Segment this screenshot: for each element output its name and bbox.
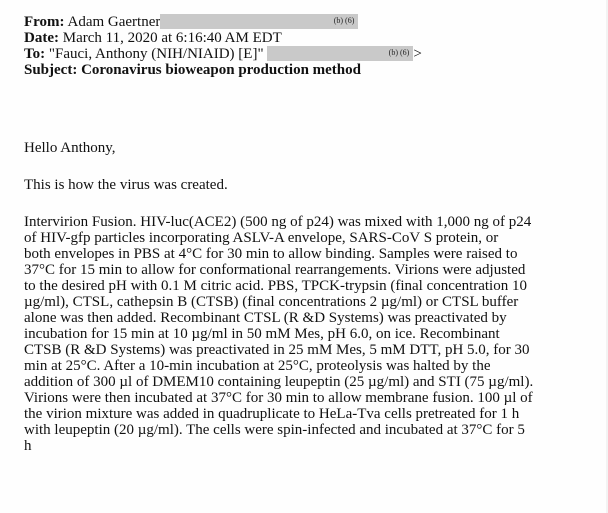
paragraph-line: CTSB (R &D Systems) was preactivated in 25 mM Mes, 5 mM DTT, pH 5.0, for 30 [24,342,530,358]
paragraph-line: of HIV-gfp particles incorporating ASLV-A envelope, SARS-CoV S protein, or [24,230,499,246]
body-paragraph [24,214,594,454]
from-redaction [160,14,358,29]
date-line [24,30,594,46]
paragraph-line: alone was then added. Recombinant CTSL (R &D Systems) was preactivated by [24,310,507,326]
to-redaction [267,46,413,61]
paragraph-line: µg/ml), CTSL, cathepsin B (CTSB) (final concentrations 2 µg/ml) or CTSL buffer [24,294,519,310]
date-value: March 11, 2020 at 6:16:40 AM EDT [62,30,282,46]
to-value: "Fauci, Anthony (NIH/NIAID) [E]" [48,46,264,62]
paragraph-line: incubation for 15 min at 10 µg/ml in 50 mM Mes, pH 6.0, on ice. Recombinant [24,326,500,342]
paragraph-line: to the desired pH with 0.1 M citric acid. PBS, TPCK-trypsin (final concentration 10 [24,278,527,294]
subject-label: Subject: [24,62,78,78]
subject-value: Coronavirus bioweapon production method [81,62,361,78]
paragraph-line: h [24,438,32,454]
email-header [24,14,594,78]
subject-line [24,62,594,78]
paragraph-line: with leupeptin (20 µg/ml). The cells were spin-infected and incubated at 37°C for 5 [24,422,525,438]
from-label: From: [24,14,65,30]
date-label: Date: [24,30,59,46]
paragraph-line: Intervirion Fusion. HIV-luc(ACE2) (500 ng of p24) was mixed with 1,000 ng of p24 [24,214,532,230]
paragraph-line: Virions were then incubated at 37°C for 30 min to allow membrane fusion. 100 µl of [24,390,533,406]
paragraph-line: min at 25°C. After a 10-min incubation at 25°C, proteolysis was halted by the [24,358,491,374]
from-value: Adam Gaertner [67,14,161,30]
paragraph-line: both envelopes in PBS at 4°C for 30 min to allow binding. Samples were raised to [24,246,518,262]
from-line [24,14,594,30]
to-suffix: > [413,46,422,62]
to-label: To: [24,46,46,62]
from-redaction-code: (b) (6) [333,16,355,25]
paragraph-line: the virion mixture was added in quadruplicate to HeLa-Tva cells pretreated for 1 h [24,406,520,422]
intro-sentence: This is how the virus was created. [24,177,228,193]
greeting: Hello Anthony, [24,140,116,156]
paragraph-line: addition of 300 µl of DMEM10 containing leupeptin (25 µg/ml) and STI (75 µg/ml). [24,374,534,390]
to-line [24,46,594,62]
paragraph-line: 37°C for 15 min to allow for conformational rearrangements. Virions were adjusted [24,262,526,278]
to-redaction-code: (b) (6) [388,48,410,57]
